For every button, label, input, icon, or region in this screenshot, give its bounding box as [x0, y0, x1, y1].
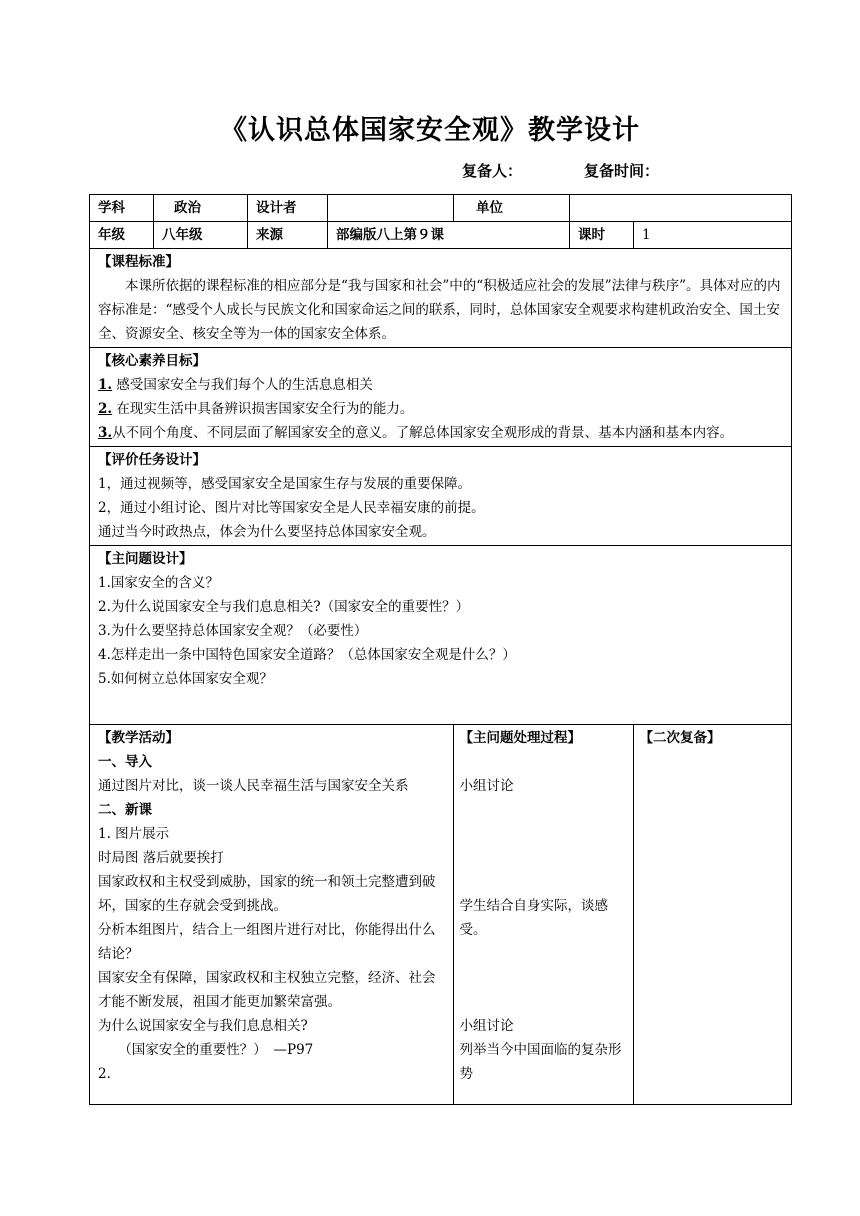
goal-item [98, 421, 783, 445]
meta-line [462, 160, 659, 181]
grade-value: 八年级 [154, 222, 248, 249]
subject-value: 政治 [154, 195, 248, 222]
process-note-situation: 列举当今中国面临的复杂形势 [459, 1041, 622, 1082]
goals-heading: 【核心素养目标】 [98, 353, 206, 369]
goal-text: 从不同个角度、不同层面了解国家安全的意义。了解总体国家安全观形成的背景、基本内涵和基本内容。 [112, 425, 734, 441]
activity-line: 时局图 落后就要挨打 [98, 850, 224, 866]
question-line: 1.国家安全的含义？ [98, 575, 219, 591]
lesson-plan-table [89, 194, 792, 1105]
goal-number: 1. [98, 377, 113, 393]
second-prep-heading: 【二次复备】 [639, 729, 721, 746]
unit-value [570, 195, 792, 222]
goal-text: 在现实生活中具备辨识损害国家安全行为的能力。 [112, 401, 414, 417]
subject-label: 学科 [90, 195, 154, 222]
evaluation-section [90, 447, 792, 546]
teaching-activities-column [90, 725, 454, 1105]
question-line: 4.怎样走出一条中国特色国家安全道路？（总体国家安全观是什么？） [98, 647, 516, 663]
unit-label: 单位 [454, 195, 570, 222]
evaluation-line: 1，通过视频等，感受国家安全是国家生存与发展的重要保障。 [98, 476, 472, 492]
document-title: 《认识总体国家安全观》教学设计 [220, 115, 640, 146]
process-column-content [454, 725, 634, 1087]
activity-section-heading: 二、新课 [98, 802, 152, 818]
teaching-activities-heading: 【教学活动】 [98, 730, 179, 746]
activity-line: 国家安全有保障，国家政权和主权独立完整，经济、社会才能不断发展，祖国才能更加繁荣富强。 [98, 970, 436, 1010]
second-prep-column [634, 725, 792, 1105]
activity-section-heading: 一、导入 [98, 754, 152, 770]
evaluation-line: 通过当今时政热点，体会为什么要坚持总体国家安全观。 [98, 524, 436, 540]
activity-line: 分析本组图片，结合上一组图片进行对比，你能得出什么结论？ [98, 922, 436, 962]
evaluation-line: 2，通过小组讨论、图片对比等国家安全是人民幸福安康的前提。 [98, 500, 485, 516]
goal-text: 感受国家安全与我们每个人的生活息息相关 [112, 377, 373, 393]
source-label: 来源 [248, 222, 328, 249]
goal-item [98, 397, 783, 421]
goal-item [98, 373, 783, 397]
goal-number: 3. [98, 425, 113, 441]
designer-value [328, 195, 454, 222]
process-note-reflection: 学生结合自身实际，谈感受。 [459, 897, 608, 938]
standard-section [90, 249, 792, 348]
question-line: 2.为什么说国家安全与我们息息相关?（国家安全的重要性？） [98, 599, 470, 615]
question-line: 3.为什么要坚持总体国家安全观？（必要性） [98, 623, 368, 639]
process-note-discussion-2: 小组讨论 [459, 1017, 514, 1034]
designer-label: 设计者 [248, 195, 328, 222]
question-line: 5.如何树立总体国家安全观？ [98, 671, 273, 687]
hours-value: 1 [634, 222, 792, 249]
second-prep-content [634, 725, 792, 751]
teaching-activities-lines [98, 750, 445, 1086]
activity-line: 1. 图片展示 [98, 826, 170, 842]
activity-line: 通过图片对比，谈一谈人民幸福生活与国家安全关系 [98, 778, 409, 794]
source-value: 部编版八上第９课 [328, 222, 570, 249]
preparer-label: 复备人： [462, 162, 523, 180]
hours-label: 课时 [570, 222, 634, 249]
prep-time-label: 复备时间： [584, 162, 660, 180]
activity-line: 国家政权和主权受到威胁，国家的统一和领土完整遭到破坏，国家的生存就会受到挑战。 [98, 874, 436, 914]
grade-label: 年级 [90, 222, 154, 249]
info-row-2 [90, 222, 792, 249]
info-row-1 [90, 195, 792, 222]
activity-line: 2. [98, 1066, 111, 1082]
standard-heading: 【课程标准】 [98, 254, 179, 270]
activities-section [90, 725, 792, 1105]
evaluation-heading: 【评价任务设计】 [98, 452, 206, 468]
standard-text: 本课所依据的课程标准的相应部分是“我与国家和社会”中的“积极适应社会的发展”法律与秩序”。具体对应的内容标准是：“感受个人成长与民族文化和国家命运之间的联系，同时，总体国家安全观要求构建机政治安全、国土安全、资源安全、核安全等为一体的国家安全体系。 [98, 278, 781, 342]
process-note-discussion: 小组讨论 [459, 777, 514, 794]
main-questions-section [90, 546, 792, 725]
goal-number: 2. [98, 401, 113, 417]
activity-line: 为什么说国家安全与我们息息相关? [98, 1018, 308, 1034]
goals-section [90, 348, 792, 447]
main-questions-heading: 【主问题设计】 [98, 551, 193, 567]
process-heading: 【主问题处理过程】 [459, 729, 581, 746]
activity-line: （国家安全的重要性？） —P97 [98, 1042, 314, 1058]
